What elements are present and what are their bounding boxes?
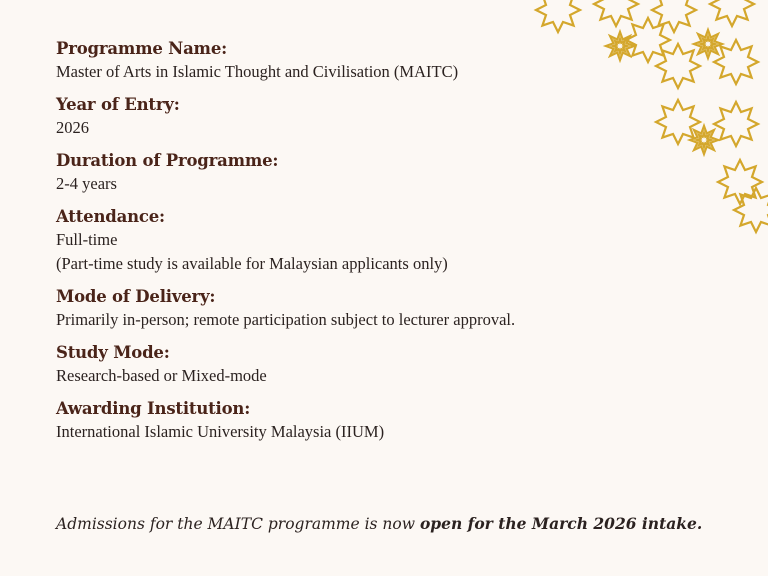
field-value xyxy=(56,116,696,140)
field-label: Awarding Institution: xyxy=(56,399,251,418)
field-label: Study Mode: xyxy=(56,343,170,362)
star-shape xyxy=(734,188,768,232)
programme-details xyxy=(56,38,696,454)
admissions-note xyxy=(56,514,702,533)
field-value-line: Full-time xyxy=(56,230,118,249)
star-shape xyxy=(710,0,754,26)
field-value-line: 2-4 years xyxy=(56,174,117,193)
field-value xyxy=(56,364,696,388)
field-value xyxy=(56,308,696,332)
field-value-line: Primarily in-person; remote participation subject to lecturer approval. xyxy=(56,310,516,329)
field-label: Attendance: xyxy=(56,207,165,226)
field-year-of-entry xyxy=(56,94,696,140)
field-attendance xyxy=(56,206,696,276)
field-value xyxy=(56,420,696,444)
field-awarding-institution xyxy=(56,398,696,444)
field-value-line: Master of Arts in Islamic Thought and Civilisation (MAITC) xyxy=(56,62,459,81)
field-value-line: (Part-time study is available for Malaysian applicants only) xyxy=(56,254,448,273)
field-label: Programme Name: xyxy=(56,39,228,58)
star-shape xyxy=(697,133,711,147)
field-mode-of-delivery xyxy=(56,286,696,332)
field-value-line: International Islamic University Malaysia (IIUM) xyxy=(56,422,385,441)
star-shape xyxy=(714,40,758,84)
field-value-line: 2026 xyxy=(56,118,89,137)
field-programme-name xyxy=(56,38,696,84)
field-label: Mode of Delivery: xyxy=(56,287,216,306)
field-label: Year of Entry: xyxy=(56,95,180,114)
star-shape xyxy=(536,0,580,32)
admissions-note-lead: Admissions for the MAITC programme is now xyxy=(56,515,420,533)
field-value xyxy=(56,228,696,276)
field-value xyxy=(56,172,696,196)
field-duration xyxy=(56,150,696,196)
field-study-mode xyxy=(56,342,696,388)
field-value xyxy=(56,60,696,84)
star-shape xyxy=(594,0,638,26)
star-shape xyxy=(714,102,758,146)
field-value-line: Research-based or Mixed-mode xyxy=(56,366,267,385)
field-label: Duration of Programme: xyxy=(56,151,279,170)
star-shape xyxy=(701,37,715,51)
admissions-note-emphasis: open for the March 2026 intake. xyxy=(419,514,703,533)
star-shape xyxy=(718,160,762,204)
